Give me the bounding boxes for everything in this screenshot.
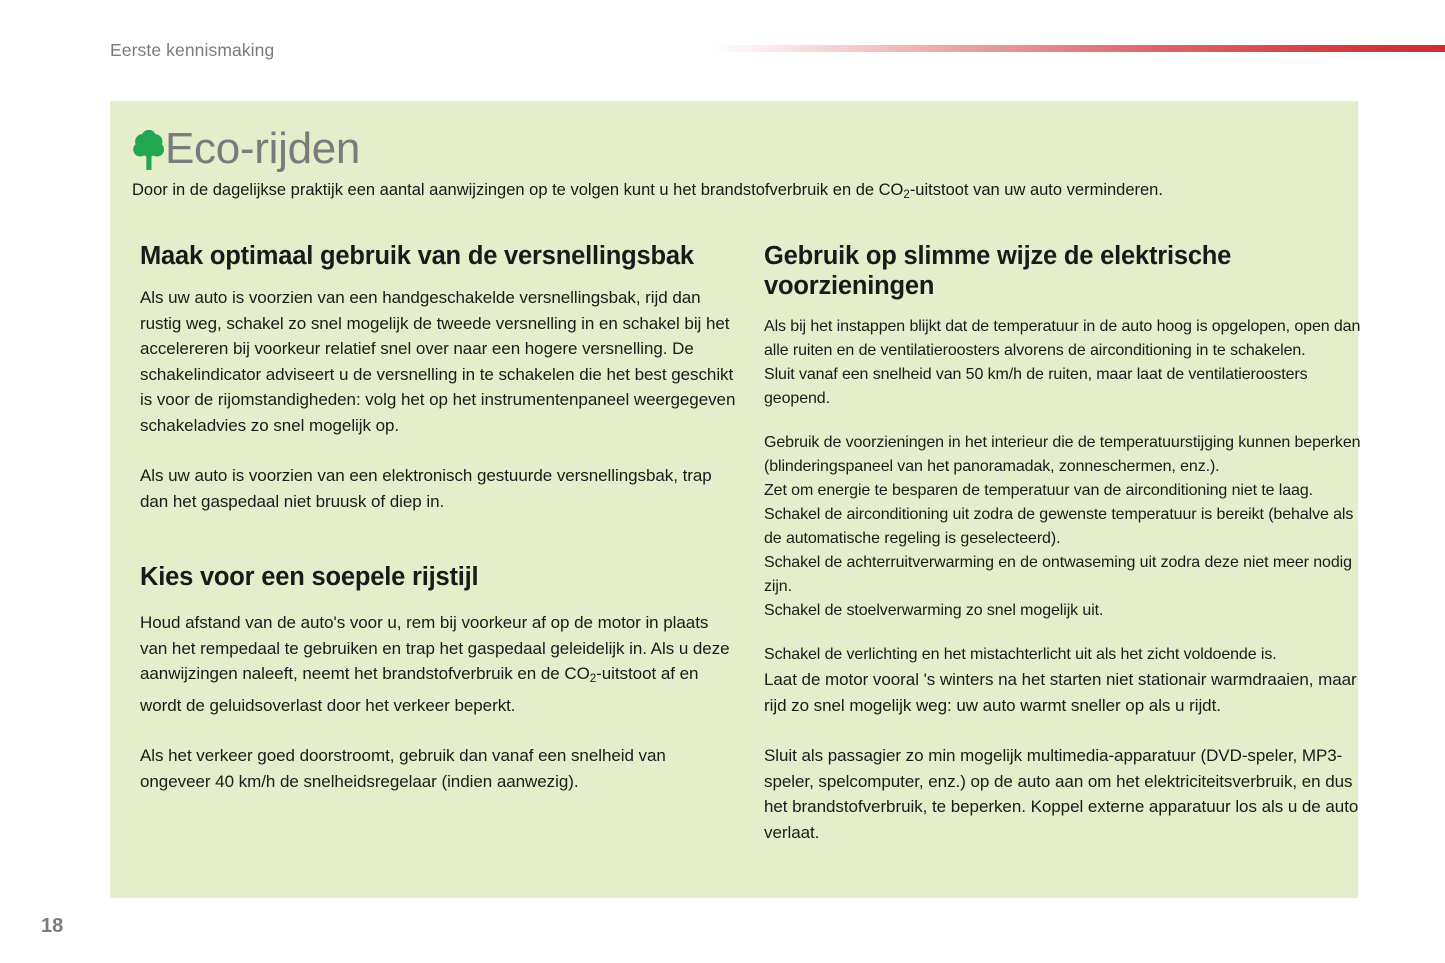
right-paragraph-8: Schakel de verlichting en het mistachterlicht uit als het zicht voldoende is. xyxy=(764,646,1277,663)
left-paragraph-3-a: Houd afstand van de auto's voor u, rem bij voorkeur af op de motor in plaats van het rempedaal te gebruiken en trap het gaspedaal geleidelijk in. Als u deze aanwijzingen naleeft, neemt het brandstofverbruik en de CO xyxy=(140,613,730,683)
left-paragraph-3 xyxy=(140,610,736,718)
chapter-title: Eerste kennismaking xyxy=(110,40,275,60)
right-heading-electrics: Gebruik op slimme wijze de elektrische voorzieningen xyxy=(764,242,1232,300)
right-paragraph-6: Schakel de achterruitverwarming en de ontwaseming uit zodra deze niet meer nodig zijn. xyxy=(764,554,1352,595)
right-paragraph-10: Sluit als passagier zo min mogelijk multimedia-apparatuur (DVD-speler, MP3-speler, spelcomputer, enz.) op de auto aan om het elektriciteitsverbruik, en dus het brandstofverbruik, te beperken. Koppel externe apparatuur los als u de auto verlaat. xyxy=(764,746,1359,842)
header-rule xyxy=(712,45,1445,52)
panel-intro-after: -uitstoot van uw auto verminderen. xyxy=(909,181,1163,199)
right-paragraph-7: Schakel de stoelverwarming zo snel mogelijk uit. xyxy=(764,602,1104,619)
left-paragraph-3-b: -uitstoot af en wordt de geluidsoverlast door het verkeer beperkt. xyxy=(140,664,699,715)
two-column-body xyxy=(132,241,1361,845)
left-heading-gearbox: Maak optimaal gebruik van de versnellingsbak xyxy=(140,242,694,270)
right-paragraph-2: Sluit vanaf een snelheid van 50 km/h de ruiten, maar laat de ventilatieroosters geopend. xyxy=(764,366,1308,407)
page-number: 18 xyxy=(41,915,64,937)
right-paragraph-4: Zet om energie te besparen de temperatuur van de airconditioning niet te laag. xyxy=(764,482,1313,499)
left-column xyxy=(132,241,736,845)
left-paragraph-4: Als het verkeer goed doorstroomt, gebruik dan vanaf een snelheid van ongeveer 40 km/h de snelheidsregelaar (indien aanwezig). xyxy=(140,746,666,791)
panel-title-row xyxy=(132,123,1324,179)
right-paragraph-5: Schakel de airconditioning uit zodra de gewenste temperatuur is bereikt (behalve als de automatische regeling is geselecteerd). xyxy=(764,506,1354,547)
panel-intro-subscript: 2 xyxy=(903,189,910,201)
left-paragraph-2: Als uw auto is voorzien van een elektronisch gestuurde versnellingsbak, trap dan het gaspedaal niet bruusk of diep in. xyxy=(140,466,712,511)
eco-driving-panel xyxy=(110,101,1361,898)
right-paragraph-3: Gebruik de voorzieningen in het interieur die de temperatuurstijging kunnen beperken (blinderingspaneel van het panoramadak, zonneschermen, enz.). xyxy=(764,434,1361,475)
column-gutter xyxy=(736,241,764,845)
right-paragraph-9: Laat de motor vooral 's winters na het starten niet stationair warmdraaien, maar rijd zo snel mogelijk weg: uw auto warmt sneller op als u rijdt. xyxy=(764,670,1357,715)
left-heading-driving-style: Kies voor een soepele rijstijl xyxy=(140,563,479,591)
right-column xyxy=(764,241,1370,845)
left-paragraph-3-subscript: 2 xyxy=(589,673,597,686)
panel-intro xyxy=(132,180,1324,205)
right-paragraph-1: Als bij het instappen blijkt dat de temperatuur in de auto hoog is opgelopen, open dan alle ruiten en de ventilatieroosters alvorens de airconditioning in te schakelen. xyxy=(764,318,1361,359)
panel-title: Eco-rijden xyxy=(165,124,361,173)
page-header xyxy=(0,0,1445,100)
left-paragraph-1: Als uw auto is voorzien van een handgeschakelde versnellingsbak, rijd dan rustig weg, schakel zo snel mogelijk de tweede versnelling in en schakel bij het accelereren bij voorkeur relatief snel over naar een hogere versnelling. De schakelindicator adviseert u de versnelling in te schakelen die het best geschikt is voor de rijomstandigheden: volg het op het instrumentenpaneel weergegeven schakeladvies zo snel mogelijk op. xyxy=(140,288,736,435)
panel-intro-before: Door in de dagelijkse praktijk een aantal aanwijzingen op te volgen kunt u het brandstofverbruik en de CO xyxy=(132,181,904,199)
tree-icon xyxy=(132,130,166,174)
